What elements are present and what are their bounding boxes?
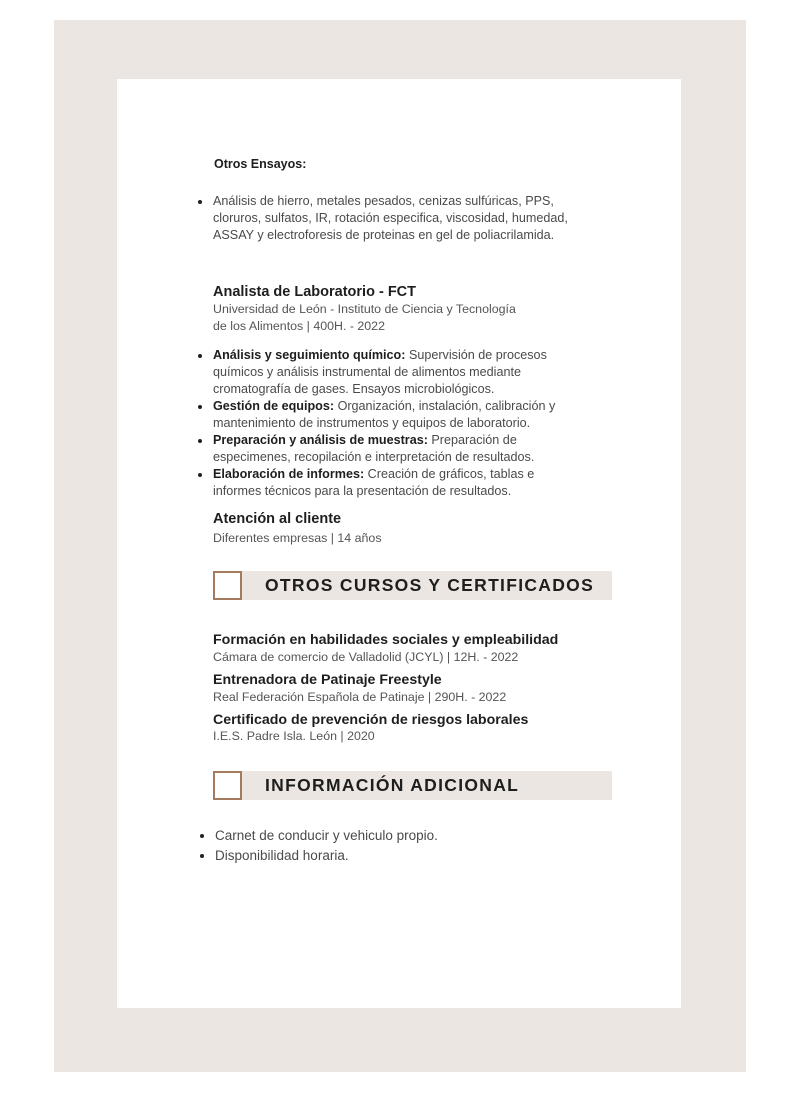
task-text: Organización, instalación, calibración y mantenimiento de instrumentos y equipos de laboratorio. <box>213 399 556 430</box>
list-item <box>197 432 585 466</box>
list-item <box>197 398 585 432</box>
job-title-cliente: Atención al cliente <box>213 511 342 527</box>
section-title-cursos: OTROS CURSOS Y CERTIFICADOS <box>265 575 595 595</box>
cert-subtitle: Cámara de comercio de Valladolid (JCYL) | 12H. - 2022 <box>213 650 519 664</box>
cert-title: Certificado de prevención de riesgos laborales <box>213 712 529 728</box>
job-subtitle-fct-line2: de los Alimentos | 400H. - 2022 <box>213 319 385 333</box>
task-label: Gestión de equipos: <box>213 399 335 413</box>
fct-tasks-list <box>197 347 585 500</box>
task-label: Elaboración de informes: <box>213 467 365 481</box>
cert-subtitle: I.E.S. Padre Isla. León | 2020 <box>213 729 375 743</box>
list-item <box>197 347 585 398</box>
cert-subtitle: Real Federación Española de Patinaje | 290H. - 2022 <box>213 690 507 704</box>
task-text: Supervisión de procesos químicos y análisis instrumental de alimentos mediante cromatografía de gases. Ensayos microbiológicos. <box>213 348 547 396</box>
list-item: Análisis de hierro, metales pesados, cenizas sulfúricas, PPS, cloruros, sulfatos, IR, rotación especifica, viscosidad, humedad, ASSAY y electroforesis de proteinas en gel de poliacrilamida. <box>197 193 581 244</box>
task-text: Creación de gráficos, tablas e informes técnicos para la presentación de resultados. <box>213 467 535 498</box>
cert-title: Formación en habilidades sociales y empleabilidad <box>213 632 559 648</box>
task-label: Preparación y análisis de muestras: <box>213 433 428 447</box>
job-subtitle-fct-line1: Universidad de León - Instituto de Ciencia y Tecnología <box>213 302 516 316</box>
section-checkbox-icon <box>213 571 242 600</box>
task-label: Análisis y seguimiento químico: <box>213 348 406 362</box>
section-title-info: INFORMACIÓN ADICIONAL <box>265 775 520 795</box>
section-checkbox-icon <box>213 771 242 800</box>
list-item: Disponibilidad horaria. <box>199 846 579 866</box>
info-list <box>199 826 579 866</box>
task-text: Preparación de especimenes, recopilación e interpretación de resultados. <box>213 433 535 464</box>
list-item <box>197 466 585 500</box>
list-item: Carnet de conducir y vehiculo propio. <box>199 826 579 846</box>
job-title-fct: Analista de Laboratorio - FCT <box>213 284 417 300</box>
otros-ensayos-heading: Otros Ensayos: <box>214 157 307 171</box>
otros-ensayos-list <box>197 193 581 244</box>
cert-title: Entrenadora de Patinaje Freestyle <box>213 672 442 688</box>
job-subtitle-cliente: Diferentes empresas | 14 años <box>213 531 382 545</box>
